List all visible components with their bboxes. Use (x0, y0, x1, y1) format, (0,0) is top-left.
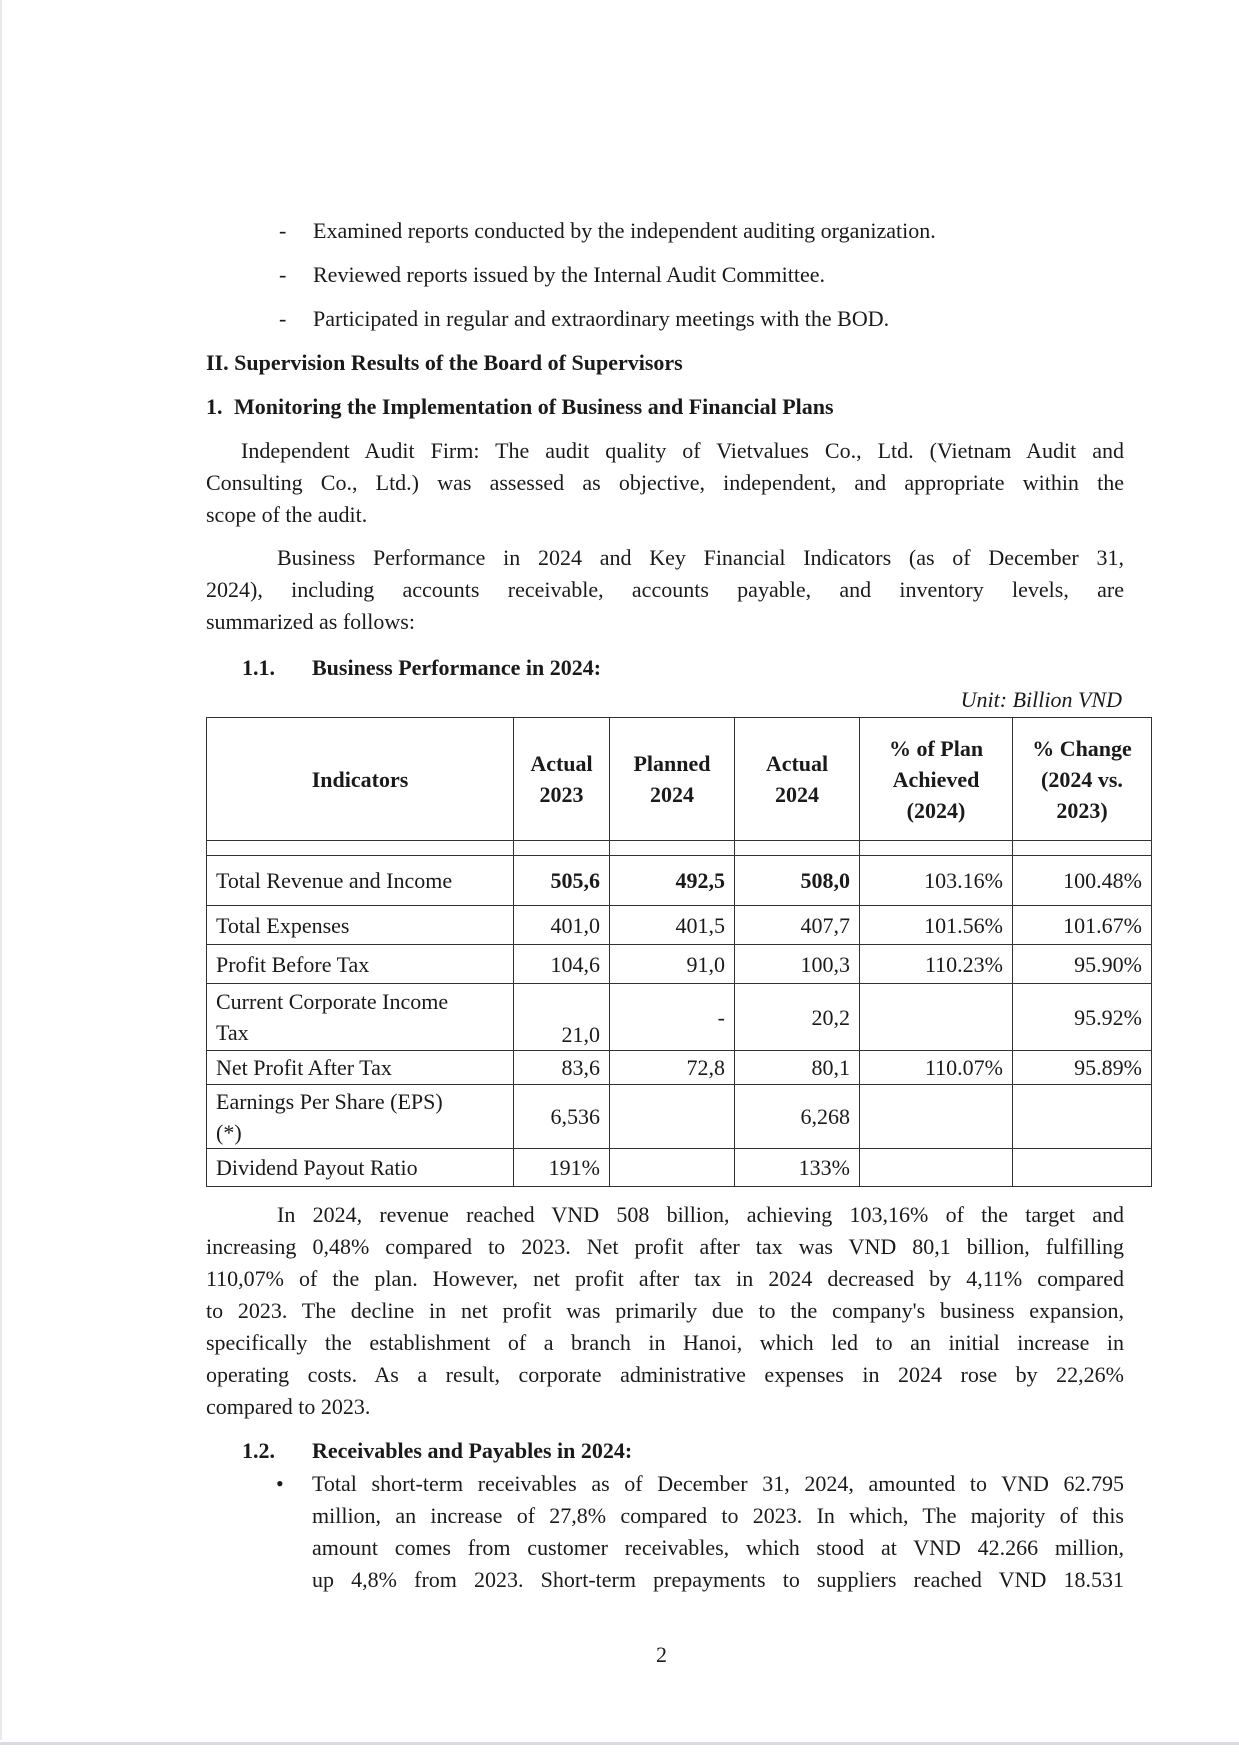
cell-planned-2024: 492,5 (610, 856, 735, 906)
paragraph-line: increasing 0,48% compared to 2023. Net profit after tax was VND 80,1 billion, fulfilling (206, 1234, 1124, 1259)
bullet-dash: - (279, 306, 287, 331)
cell-indicator: Profit Before Tax (207, 945, 514, 984)
cell-pct-plan (860, 984, 1013, 1051)
section-1-2-title: Receivables and Payables in 2024: (312, 1438, 633, 1463)
cell-indicator: Total Revenue and Income (207, 856, 514, 906)
section-1-1-heading (242, 652, 275, 684)
receivables-paragraph (312, 1468, 1124, 1596)
cell-actual-2024: 407,7 (735, 906, 860, 945)
paragraph-line: Total short-term receivables as of December 31, 2024, amounted to VND 62.795 (312, 1471, 1124, 1496)
section-ii-heading (206, 347, 683, 379)
paragraph-line: operating costs. As a result, corporate administrative expenses in 2024 rose by 22,26% (206, 1362, 1124, 1387)
bullet-dash: - (279, 218, 287, 243)
section-title: Supervision Results of the Board of Supervisors (234, 350, 683, 375)
paragraph-line: Business Performance in 2024 and Key Financial Indicators (as of December 31, (277, 545, 1124, 570)
cell-pct-change (1013, 1149, 1152, 1187)
cell-planned-2024: 91,0 (610, 945, 735, 984)
activity-item: Participated in regular and extraordinary meetings with the BOD. (313, 306, 890, 331)
section-1-2-number: 1.2. (242, 1438, 275, 1463)
cell-actual-2024: 6,268 (735, 1085, 860, 1149)
cell-pct-change: 95.90% (1013, 945, 1152, 984)
cell-actual-2024: 508,0 (735, 856, 860, 906)
cell-actual-2023: 104,6 (514, 945, 610, 984)
paragraph-line: 110,07% of the plan. However, net profit after tax in 2024 decreased by 4,11% compared (206, 1266, 1124, 1291)
cell-actual-2024: 80,1 (735, 1051, 860, 1085)
cell-pct-change: 95.89% (1013, 1051, 1152, 1085)
paragraph-line: amount comes from customer receivables, which stood at VND 42.266 million, (312, 1535, 1124, 1560)
summary-paragraph (206, 542, 1124, 638)
cell-planned-2024 (610, 1149, 735, 1187)
header-indicators: Indicators (207, 718, 514, 841)
business-performance-table (206, 717, 1152, 1187)
cell-actual-2023: 505,6 (514, 856, 610, 906)
header-pct-plan: % of Plan Achieved (2024) (860, 718, 1013, 841)
cell-actual-2024: 20,2 (735, 984, 860, 1051)
cell-indicator: Net Profit After Tax (207, 1051, 514, 1085)
section-number: 1.1. (242, 655, 275, 680)
cell-indicator: Dividend Payout Ratio (207, 1149, 514, 1187)
header-pct-change: % Change (2024 vs. 2023) (1013, 718, 1152, 841)
cell-actual-2024: 133% (735, 1149, 860, 1187)
cell-actual-2023: 83,6 (514, 1051, 610, 1085)
cell-pct-change: 100.48% (1013, 856, 1152, 906)
cell-actual-2023: 21,0 (514, 984, 610, 1051)
table-row (207, 1051, 1152, 1085)
table-header-row (207, 718, 1152, 841)
cell-actual-2023: 401,0 (514, 906, 610, 945)
cell-planned-2024: 401,5 (610, 906, 735, 945)
cell-pct-plan: 110.07% (860, 1051, 1013, 1085)
paragraph-line: 2024), including accounts receivable, accounts payable, and inventory levels, are (206, 577, 1124, 602)
paragraph-line: up 4,8% from 2023. Short-term prepayments to suppliers reached VND 18.531 (312, 1567, 1124, 1592)
table-row (207, 1149, 1152, 1187)
paragraph-line: compared to 2023. (206, 1394, 371, 1419)
cell-indicator: Current Corporate Income Tax (207, 984, 514, 1051)
paragraph-line: summarized as follows: (206, 609, 415, 634)
activity-item: Reviewed reports issued by the Internal Audit Committee. (313, 262, 826, 287)
header-actual-2024: Actual 2024 (735, 718, 860, 841)
table-spacer-row (207, 841, 1152, 856)
paragraph-line: million, an increase of 27,8% compared to 2023. In which, The majority of this (312, 1503, 1124, 1528)
cell-pct-plan: 110.23% (860, 945, 1013, 984)
section-number: 1. (206, 394, 223, 419)
cell-pct-plan: 101.56% (860, 906, 1013, 945)
bullet-dash: - (279, 262, 287, 287)
audit-paragraph (206, 435, 1124, 531)
cell-actual-2023: 6,536 (514, 1085, 610, 1149)
table-row (207, 945, 1152, 984)
paragraph-line: In 2024, revenue reached VND 508 billion, achieving 103,16% of the target and (277, 1202, 1124, 1227)
cell-planned-2024: 72,8 (610, 1051, 735, 1085)
cell-indicator: Total Expenses (207, 906, 514, 945)
section-number: II. (206, 350, 229, 375)
paragraph-line: Consulting Co., Ltd.) was assessed as objective, independent, and appropriate within the (206, 470, 1124, 495)
activity-item: Examined reports conducted by the independent auditing organization. (313, 218, 936, 243)
cell-planned-2024 (610, 1085, 735, 1149)
cell-actual-2023: 191% (514, 1149, 610, 1187)
cell-indicator: Earnings Per Share (EPS) (*) (207, 1085, 514, 1149)
section-1-heading (206, 391, 834, 423)
paragraph-line: scope of the audit. (206, 502, 368, 527)
cell-pct-change: 101.67% (1013, 906, 1152, 945)
cell-planned-2024: - (610, 984, 735, 1051)
results-paragraph (206, 1199, 1124, 1423)
table-row (207, 1085, 1152, 1149)
unit-label: Unit: Billion VND (960, 687, 1122, 712)
table-row (207, 906, 1152, 945)
table-row (207, 856, 1152, 906)
page-bottom-edge (0, 1742, 1239, 1745)
cell-actual-2024: 100,3 (735, 945, 860, 984)
paragraph-line: to 2023. The decline in net profit was primarily due to the company's business expansion, (206, 1298, 1124, 1323)
paragraph-line: Independent Audit Firm: The audit quality of Vietvalues Co., Ltd. (Vietnam Audit and (241, 438, 1124, 463)
section-1-1-title: Business Performance in 2024: (312, 655, 602, 680)
page-number: 2 (656, 1642, 667, 1667)
table-row (207, 984, 1152, 1051)
cell-pct-plan: 103.16% (860, 856, 1013, 906)
bullet-dot: • (276, 1471, 284, 1496)
header-planned-2024: Planned 2024 (610, 718, 735, 841)
cell-pct-plan (860, 1085, 1013, 1149)
paragraph-line: specifically the establishment of a branch in Hanoi, which led to an initial increase in (206, 1330, 1124, 1355)
cell-pct-change (1013, 1085, 1152, 1149)
section-title: Monitoring the Implementation of Business and Financial Plans (234, 394, 834, 419)
cell-pct-plan (860, 1149, 1013, 1187)
header-actual-2023: Actual 2023 (514, 718, 610, 841)
cell-pct-change: 95.92% (1013, 984, 1152, 1051)
page-edge (0, 0, 2, 1740)
